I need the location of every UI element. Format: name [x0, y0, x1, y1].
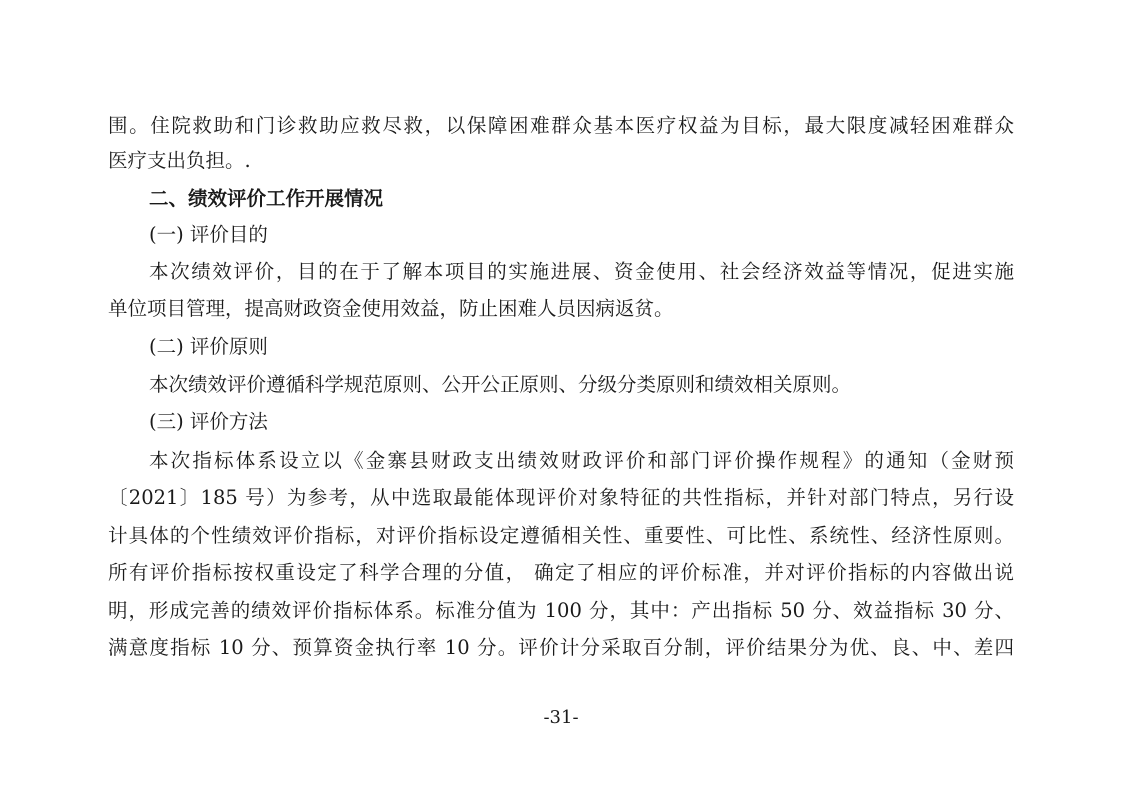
subsection-heading: (三) 评价方法 — [149, 410, 268, 433]
paragraph-line: 计具体的个性绩效评价指标，对评价指标设定遵循相关性、重要性、可比性、系统性、经济性原则。 — [108, 524, 1014, 547]
paragraph-line: 满意度指标 10 分、预算资金执行率 10 分。评价计分采取百分制，评价结果分为优、良、中、差四 — [108, 636, 1014, 659]
paragraph-line: 单位项目管理，提高财政资金使用效益，防止困难人员因病返贫。 — [108, 297, 674, 320]
paragraph-line: 本次绩效评价，目的在于了解本项目的实施进展、资金使用、社会经济效益等情况，促进实施 — [149, 260, 1014, 283]
paragraph-line: 围。住院救助和门诊救助应救尽救，以保障困难群众基本医疗权益为目标，最大限度减轻困难群众 — [108, 114, 1014, 137]
paragraph-line: 〔2021〕185 号）为参考，从中选取最能体现评价对象特征的共性指标，并针对部门特点，另行设 — [108, 486, 1014, 509]
paragraph-line: 医疗支出负担。. — [108, 149, 251, 172]
section-heading: 二、绩效评价工作开展情况 — [149, 187, 384, 210]
subsection-heading: (一) 评价目的 — [149, 223, 268, 246]
paragraph-line: 本次指标体系设立以《金寨县财政支出绩效财政评价和部门评价操作规程》的通知（金财预 — [149, 449, 1014, 472]
page-number: -31- — [543, 707, 579, 728]
paragraph-line: 所有评价指标按权重设定了科学合理的分值， 确定了相应的评价标准，并对评价指标的内容做出说 — [108, 561, 1014, 584]
paragraph-line: 本次绩效评价遵循科学规范原则、公开公正原则、分级分类原则和绩效相关原则。 — [149, 373, 852, 396]
paragraph-line: 明，形成完善的绩效评价指标体系。标准分值为 100 分，其中：产出指标 50 分、效益指标 30 分、 — [108, 599, 1014, 622]
subsection-heading: (二) 评价原则 — [149, 335, 268, 358]
